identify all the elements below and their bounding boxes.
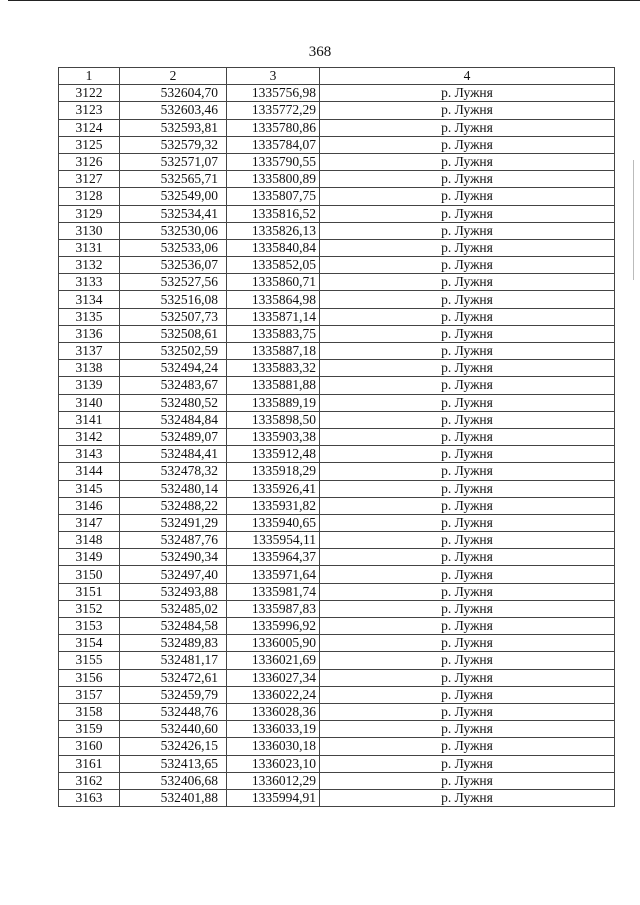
table-row xyxy=(59,136,615,153)
description-cell: р. Лужня xyxy=(320,514,615,531)
y-coordinate-cell: 1336030,18 xyxy=(227,738,320,755)
x-coordinate-cell: 532507,73 xyxy=(120,308,227,325)
x-coordinate-cell: 532472,61 xyxy=(120,669,227,686)
x-coordinate-cell: 532413,65 xyxy=(120,755,227,772)
table-row xyxy=(59,652,615,669)
y-coordinate-cell: 1336033,19 xyxy=(227,721,320,738)
table-row xyxy=(59,669,615,686)
x-coordinate-cell: 532485,02 xyxy=(120,600,227,617)
description-cell: р. Лужня xyxy=(320,652,615,669)
x-coordinate-cell: 532508,61 xyxy=(120,325,227,342)
y-coordinate-cell: 1335756,98 xyxy=(227,85,320,102)
description-cell: р. Лужня xyxy=(320,274,615,291)
y-coordinate-cell: 1335971,64 xyxy=(227,566,320,583)
description-cell: р. Лужня xyxy=(320,703,615,720)
description-cell: р. Лужня xyxy=(320,377,615,394)
description-cell: р. Лужня xyxy=(320,618,615,635)
page-number: 368 xyxy=(308,44,332,60)
x-coordinate-cell: 532593,81 xyxy=(120,119,227,136)
point-number-cell: 3157 xyxy=(59,686,120,703)
point-number-cell: 3147 xyxy=(59,514,120,531)
y-coordinate-cell: 1335887,18 xyxy=(227,343,320,360)
point-number-cell: 3122 xyxy=(59,85,120,102)
x-coordinate-cell: 532530,06 xyxy=(120,222,227,239)
table-row xyxy=(59,360,615,377)
point-number-cell: 3146 xyxy=(59,497,120,514)
table-row xyxy=(59,583,615,600)
x-coordinate-cell: 532533,06 xyxy=(120,239,227,256)
description-cell: р. Лужня xyxy=(320,394,615,411)
x-coordinate-cell: 532483,67 xyxy=(120,377,227,394)
y-coordinate-cell: 1335987,83 xyxy=(227,600,320,617)
x-coordinate-cell: 532579,32 xyxy=(120,136,227,153)
x-coordinate-cell: 532484,41 xyxy=(120,446,227,463)
table-row xyxy=(59,222,615,239)
x-coordinate-cell: 532440,60 xyxy=(120,721,227,738)
y-coordinate-cell: 1335883,75 xyxy=(227,325,320,342)
point-number-cell: 3138 xyxy=(59,360,120,377)
y-coordinate-cell: 1335996,92 xyxy=(227,618,320,635)
header-col-4: 4 xyxy=(320,68,615,85)
description-cell: р. Лужня xyxy=(320,360,615,377)
point-number-cell: 3155 xyxy=(59,652,120,669)
description-cell: р. Лужня xyxy=(320,789,615,806)
x-coordinate-cell: 532490,34 xyxy=(120,549,227,566)
table-row xyxy=(59,463,615,480)
point-number-cell: 3141 xyxy=(59,411,120,428)
y-coordinate-cell: 1335926,41 xyxy=(227,480,320,497)
description-cell: р. Лужня xyxy=(320,343,615,360)
x-coordinate-cell: 532549,00 xyxy=(120,188,227,205)
y-coordinate-cell: 1335790,55 xyxy=(227,153,320,170)
x-coordinate-cell: 532502,59 xyxy=(120,343,227,360)
point-number-cell: 3156 xyxy=(59,669,120,686)
table-row xyxy=(59,377,615,394)
table-row xyxy=(59,514,615,531)
x-coordinate-cell: 532488,22 xyxy=(120,497,227,514)
y-coordinate-cell: 1335918,29 xyxy=(227,463,320,480)
description-cell: р. Лужня xyxy=(320,136,615,153)
table-row xyxy=(59,600,615,617)
table-row xyxy=(59,738,615,755)
description-cell: р. Лужня xyxy=(320,497,615,514)
table-row xyxy=(59,153,615,170)
description-cell: р. Лужня xyxy=(320,222,615,239)
point-number-cell: 3137 xyxy=(59,343,120,360)
y-coordinate-cell: 1335912,48 xyxy=(227,446,320,463)
x-coordinate-cell: 532491,29 xyxy=(120,514,227,531)
point-number-cell: 3151 xyxy=(59,583,120,600)
x-coordinate-cell: 532489,07 xyxy=(120,428,227,445)
y-coordinate-cell: 1335889,19 xyxy=(227,394,320,411)
description-cell: р. Лужня xyxy=(320,532,615,549)
point-number-cell: 3153 xyxy=(59,618,120,635)
y-coordinate-cell: 1335816,52 xyxy=(227,205,320,222)
x-coordinate-cell: 532536,07 xyxy=(120,257,227,274)
description-cell: р. Лужня xyxy=(320,566,615,583)
description-cell: р. Лужня xyxy=(320,428,615,445)
point-number-cell: 3124 xyxy=(59,119,120,136)
x-coordinate-cell: 532534,41 xyxy=(120,205,227,222)
table-row xyxy=(59,188,615,205)
description-cell: р. Лужня xyxy=(320,446,615,463)
point-number-cell: 3139 xyxy=(59,377,120,394)
description-cell: р. Лужня xyxy=(320,480,615,497)
description-cell: р. Лужня xyxy=(320,772,615,789)
page-top-border xyxy=(8,0,640,1)
table-row xyxy=(59,789,615,806)
description-cell: р. Лужня xyxy=(320,635,615,652)
y-coordinate-cell: 1335800,89 xyxy=(227,171,320,188)
point-number-cell: 3128 xyxy=(59,188,120,205)
y-coordinate-cell: 1336027,34 xyxy=(227,669,320,686)
table-row xyxy=(59,772,615,789)
point-number-cell: 3143 xyxy=(59,446,120,463)
table-row xyxy=(59,497,615,514)
x-coordinate-cell: 532497,40 xyxy=(120,566,227,583)
y-coordinate-cell: 1335772,29 xyxy=(227,102,320,119)
description-cell: р. Лужня xyxy=(320,721,615,738)
table-row xyxy=(59,85,615,102)
x-coordinate-cell: 532480,52 xyxy=(120,394,227,411)
table-row xyxy=(59,428,615,445)
point-number-cell: 3131 xyxy=(59,239,120,256)
point-number-cell: 3142 xyxy=(59,428,120,445)
x-coordinate-cell: 532487,76 xyxy=(120,532,227,549)
table-row xyxy=(59,239,615,256)
point-number-cell: 3125 xyxy=(59,136,120,153)
x-coordinate-cell: 532571,07 xyxy=(120,153,227,170)
y-coordinate-cell: 1335871,14 xyxy=(227,308,320,325)
y-coordinate-cell: 1335940,65 xyxy=(227,514,320,531)
description-cell: р. Лужня xyxy=(320,239,615,256)
point-number-cell: 3127 xyxy=(59,171,120,188)
table-row xyxy=(59,205,615,222)
y-coordinate-cell: 1335903,38 xyxy=(227,428,320,445)
x-coordinate-cell: 532484,84 xyxy=(120,411,227,428)
point-number-cell: 3162 xyxy=(59,772,120,789)
table-body xyxy=(59,85,615,807)
description-cell: р. Лужня xyxy=(320,755,615,772)
description-cell: р. Лужня xyxy=(320,85,615,102)
point-number-cell: 3163 xyxy=(59,789,120,806)
table-row xyxy=(59,102,615,119)
point-number-cell: 3161 xyxy=(59,755,120,772)
x-coordinate-cell: 532516,08 xyxy=(120,291,227,308)
description-cell: р. Лужня xyxy=(320,188,615,205)
point-number-cell: 3145 xyxy=(59,480,120,497)
y-coordinate-cell: 1336012,29 xyxy=(227,772,320,789)
y-coordinate-cell: 1335807,75 xyxy=(227,188,320,205)
description-cell: р. Лужня xyxy=(320,738,615,755)
y-coordinate-cell: 1335864,98 xyxy=(227,291,320,308)
x-coordinate-cell: 532494,24 xyxy=(120,360,227,377)
table-row xyxy=(59,257,615,274)
x-coordinate-cell: 532484,58 xyxy=(120,618,227,635)
table-row xyxy=(59,618,615,635)
description-cell: р. Лужня xyxy=(320,119,615,136)
header-col-3: 3 xyxy=(227,68,320,85)
y-coordinate-cell: 1335780,86 xyxy=(227,119,320,136)
y-coordinate-cell: 1336022,24 xyxy=(227,686,320,703)
point-number-cell: 3154 xyxy=(59,635,120,652)
y-coordinate-cell: 1336023,10 xyxy=(227,755,320,772)
y-coordinate-cell: 1336021,69 xyxy=(227,652,320,669)
point-number-cell: 3130 xyxy=(59,222,120,239)
point-number-cell: 3152 xyxy=(59,600,120,617)
x-coordinate-cell: 532401,88 xyxy=(120,789,227,806)
table-row xyxy=(59,566,615,583)
table-row xyxy=(59,171,615,188)
description-cell: р. Лужня xyxy=(320,205,615,222)
table-row xyxy=(59,343,615,360)
y-coordinate-cell: 1335883,32 xyxy=(227,360,320,377)
x-coordinate-cell: 532565,71 xyxy=(120,171,227,188)
description-cell: р. Лужня xyxy=(320,291,615,308)
point-number-cell: 3160 xyxy=(59,738,120,755)
y-coordinate-cell: 1335931,82 xyxy=(227,497,320,514)
point-number-cell: 3159 xyxy=(59,721,120,738)
y-coordinate-cell: 1335954,11 xyxy=(227,532,320,549)
header-col-2: 2 xyxy=(120,68,227,85)
x-coordinate-cell: 532478,32 xyxy=(120,463,227,480)
description-cell: р. Лужня xyxy=(320,325,615,342)
coordinates-table xyxy=(58,67,615,807)
table-row xyxy=(59,325,615,342)
y-coordinate-cell: 1336028,36 xyxy=(227,703,320,720)
x-coordinate-cell: 532406,68 xyxy=(120,772,227,789)
x-coordinate-cell: 532448,76 xyxy=(120,703,227,720)
table-row xyxy=(59,532,615,549)
y-coordinate-cell: 1335840,84 xyxy=(227,239,320,256)
x-coordinate-cell: 532604,70 xyxy=(120,85,227,102)
description-cell: р. Лужня xyxy=(320,549,615,566)
point-number-cell: 3133 xyxy=(59,274,120,291)
table-row xyxy=(59,119,615,136)
description-cell: р. Лужня xyxy=(320,463,615,480)
table-row xyxy=(59,291,615,308)
point-number-cell: 3149 xyxy=(59,549,120,566)
point-number-cell: 3126 xyxy=(59,153,120,170)
y-coordinate-cell: 1335981,74 xyxy=(227,583,320,600)
table-row xyxy=(59,686,615,703)
description-cell: р. Лужня xyxy=(320,686,615,703)
x-coordinate-cell: 532459,79 xyxy=(120,686,227,703)
table-header-row xyxy=(59,68,615,85)
description-cell: р. Лужня xyxy=(320,308,615,325)
description-cell: р. Лужня xyxy=(320,257,615,274)
point-number-cell: 3150 xyxy=(59,566,120,583)
y-coordinate-cell: 1335826,13 xyxy=(227,222,320,239)
point-number-cell: 3129 xyxy=(59,205,120,222)
x-coordinate-cell: 532426,15 xyxy=(120,738,227,755)
point-number-cell: 3144 xyxy=(59,463,120,480)
table-row xyxy=(59,480,615,497)
description-cell: р. Лужня xyxy=(320,153,615,170)
description-cell: р. Лужня xyxy=(320,411,615,428)
y-coordinate-cell: 1335964,37 xyxy=(227,549,320,566)
table-row xyxy=(59,394,615,411)
x-coordinate-cell: 532481,17 xyxy=(120,652,227,669)
y-coordinate-cell: 1335881,88 xyxy=(227,377,320,394)
description-cell: р. Лужня xyxy=(320,583,615,600)
table-row xyxy=(59,635,615,652)
x-coordinate-cell: 532493,88 xyxy=(120,583,227,600)
point-number-cell: 3135 xyxy=(59,308,120,325)
table-row xyxy=(59,549,615,566)
point-number-cell: 3132 xyxy=(59,257,120,274)
y-coordinate-cell: 1335898,50 xyxy=(227,411,320,428)
x-coordinate-cell: 532480,14 xyxy=(120,480,227,497)
point-number-cell: 3134 xyxy=(59,291,120,308)
y-coordinate-cell: 1335784,07 xyxy=(227,136,320,153)
table-row xyxy=(59,308,615,325)
point-number-cell: 3140 xyxy=(59,394,120,411)
y-coordinate-cell: 1336005,90 xyxy=(227,635,320,652)
table-row xyxy=(59,721,615,738)
header-col-1: 1 xyxy=(59,68,120,85)
description-cell: р. Лужня xyxy=(320,600,615,617)
description-cell: р. Лужня xyxy=(320,171,615,188)
table-row xyxy=(59,446,615,463)
y-coordinate-cell: 1335994,91 xyxy=(227,789,320,806)
point-number-cell: 3158 xyxy=(59,703,120,720)
point-number-cell: 3123 xyxy=(59,102,120,119)
table-row xyxy=(59,411,615,428)
scan-margin-line xyxy=(633,160,634,280)
table-row xyxy=(59,274,615,291)
table-row xyxy=(59,703,615,720)
x-coordinate-cell: 532527,56 xyxy=(120,274,227,291)
y-coordinate-cell: 1335860,71 xyxy=(227,274,320,291)
point-number-cell: 3148 xyxy=(59,532,120,549)
description-cell: р. Лужня xyxy=(320,669,615,686)
y-coordinate-cell: 1335852,05 xyxy=(227,257,320,274)
x-coordinate-cell: 532603,46 xyxy=(120,102,227,119)
x-coordinate-cell: 532489,83 xyxy=(120,635,227,652)
description-cell: р. Лужня xyxy=(320,102,615,119)
point-number-cell: 3136 xyxy=(59,325,120,342)
table-row xyxy=(59,755,615,772)
